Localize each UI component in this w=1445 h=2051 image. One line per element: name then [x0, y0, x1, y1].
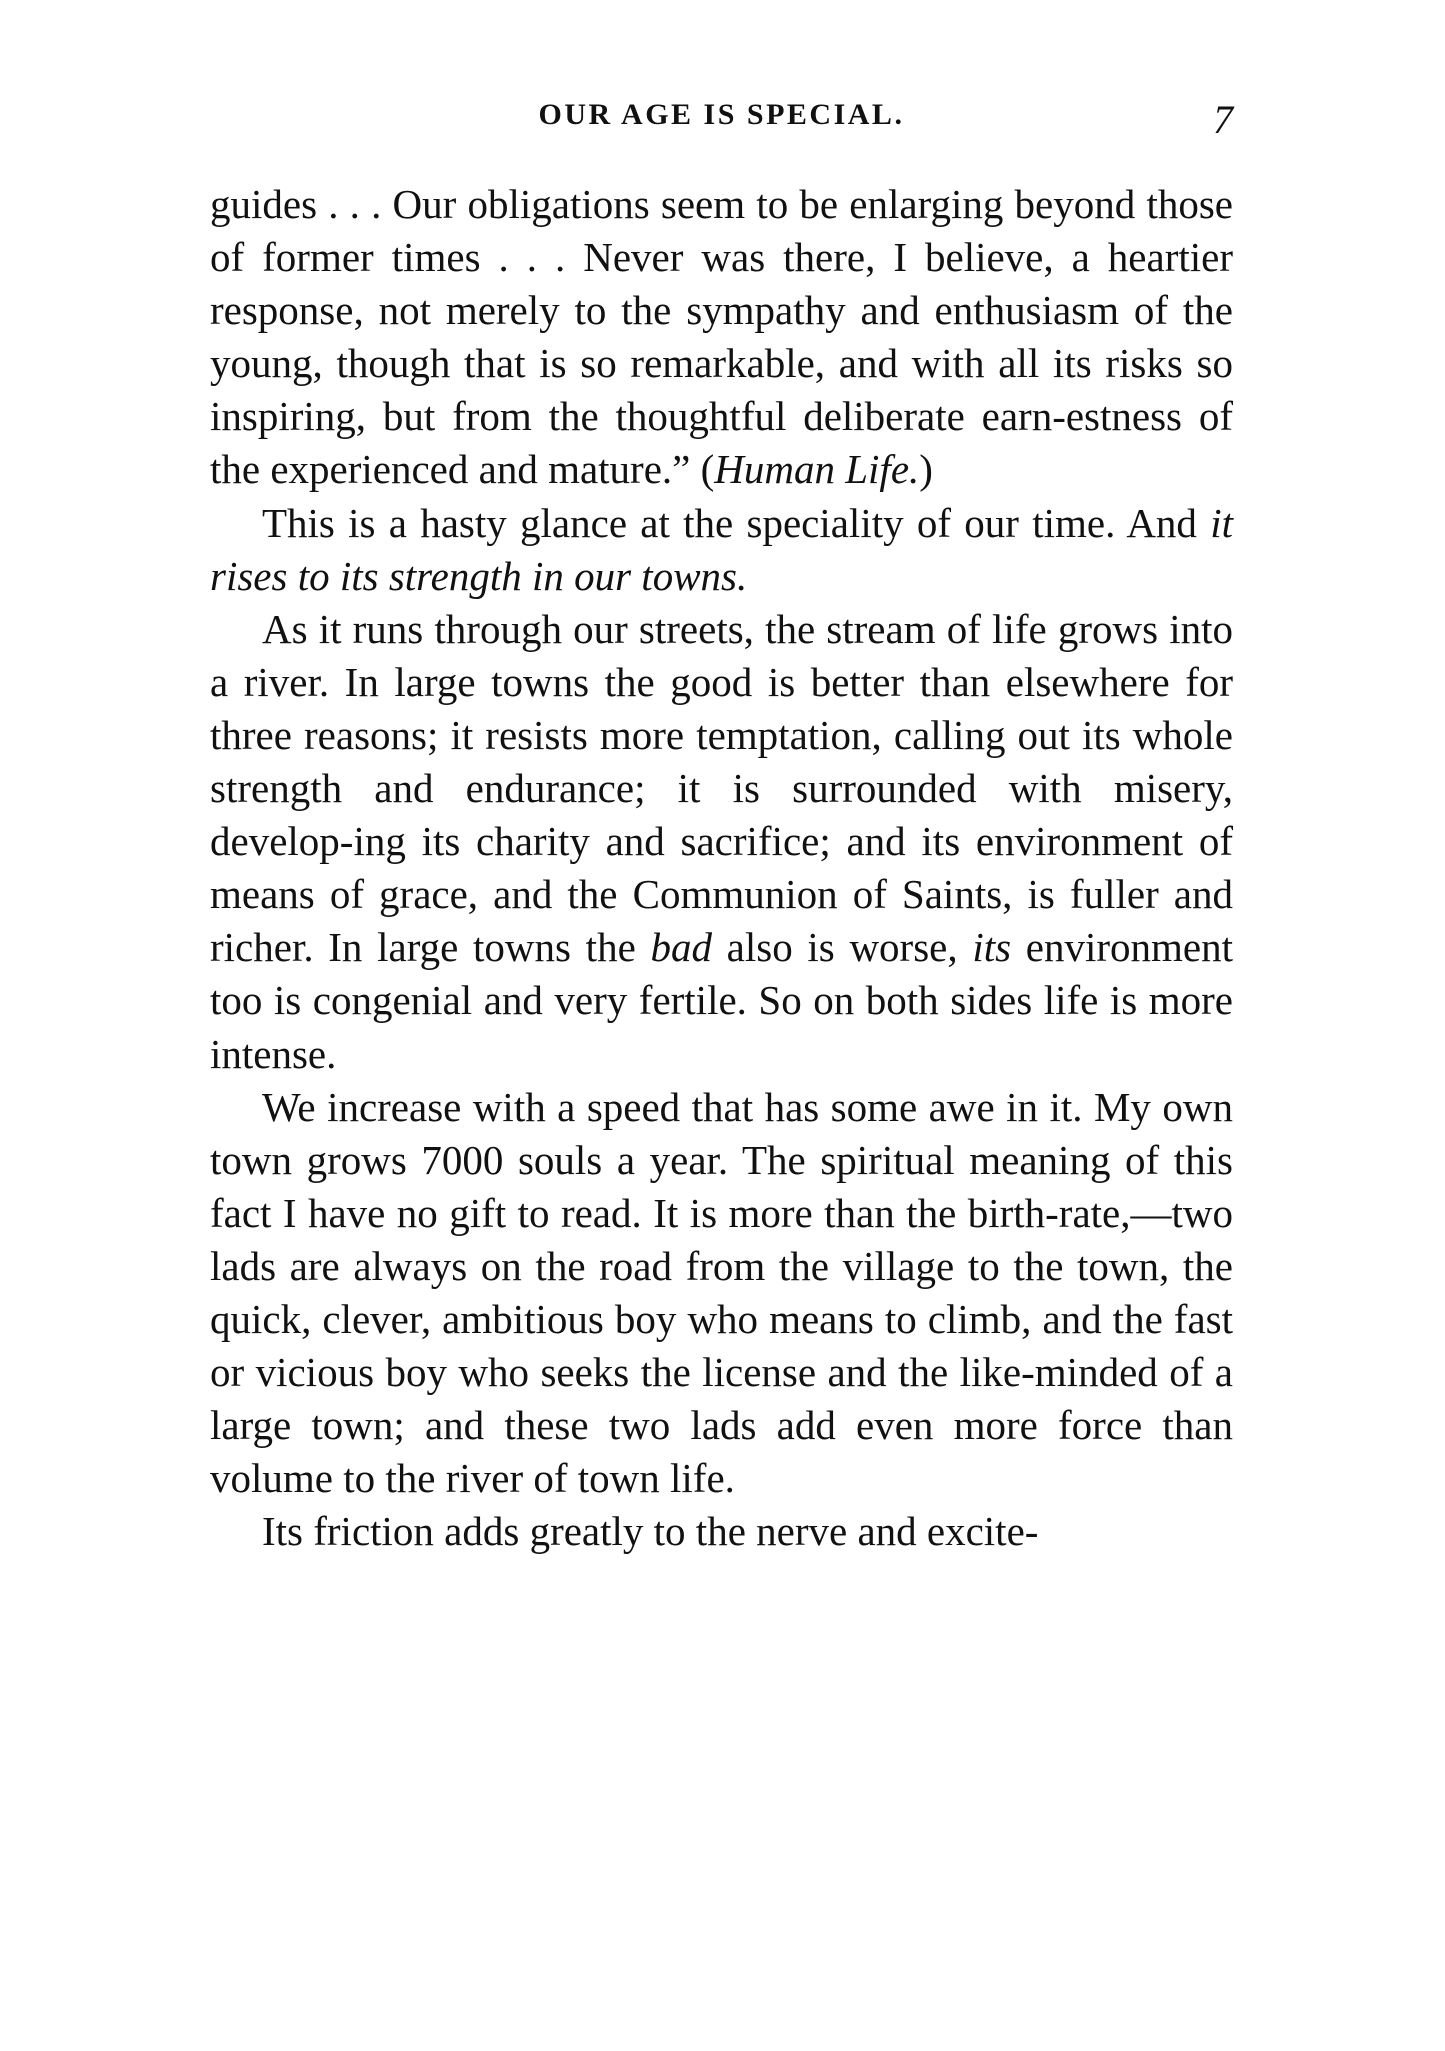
citation-title: Human Life.	[714, 446, 920, 493]
paragraph-river	[210, 603, 1233, 1081]
paragraph-friction	[210, 1505, 1233, 1558]
emphasis-text: its	[972, 924, 1012, 971]
paragraph-text: also is worse,	[711, 924, 973, 971]
paragraph-text: environment too is congenial and very fertile. So on both sides life is more intense.	[210, 924, 1233, 1077]
running-title: OUR AGE IS SPECIAL.	[538, 98, 905, 131]
paragraph-increase	[210, 1081, 1233, 1506]
emphasis-text: bad	[650, 924, 712, 971]
paragraph-text: We increase with a speed that has some awe in it. My own town grows 7000 souls a year. The spiritual meaning of this fact I have no gift to read. It is more than the birth-rate,—two lads are always on the road from the village to the town, the quick, clever, ambitious boy who means to climb, and the fast or vicious boy who seeks the license and the like-minded of a large town; and these two lads add even more force than volume to the river of town life.	[210, 1083, 1233, 1502]
paragraph-text: )	[919, 446, 933, 493]
paragraph-text: guides . . . Our obligations seem to be enlarging beyond those of former times . . . Never was there, I believe, a heartier response, not merely to the sympathy and enthusiasm of the young, though that is so remarkable, and with all its risks so inspiring, but from the thoughtful deliberate earn-estness of the experienced and mature.” (	[210, 181, 1233, 493]
paragraph-text: Its friction adds greatly to the nerve and excite-	[262, 1508, 1039, 1555]
paragraph-text: This is a hasty glance at the speciality of our time. And	[262, 499, 1211, 546]
paragraph-speciality	[210, 497, 1233, 603]
body-text	[210, 178, 1233, 1558]
running-head	[210, 97, 1233, 142]
emphasis-text: it rises to its strength in our towns.	[210, 499, 1233, 599]
page-number: 7	[1213, 97, 1233, 142]
paragraph-quote-continuation	[210, 178, 1233, 497]
paragraph-text: As it runs through our streets, the stream of life grows into a river. In large towns the good is better than elsewhere for three reasons; it resists more temptation, calling out its whole strength and endurance; it is surrounded with misery, develop-ing its charity and sacrifice; and its environment of means of grace, and the Communion of Saints, is fuller and richer. In large towns the	[210, 605, 1233, 971]
